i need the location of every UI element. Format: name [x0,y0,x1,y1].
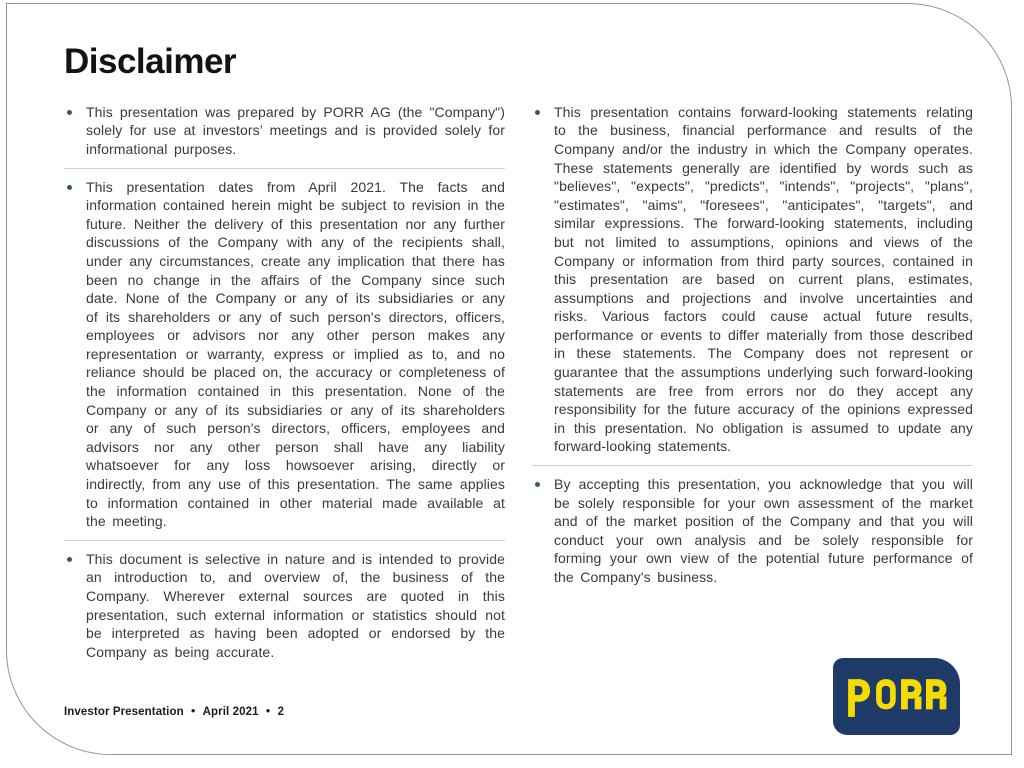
bullet-text: This presentation was prepared by PORR AG (the "Company") solely for use at investors’ meetings and is provided solely for informational purposes. [86,103,505,157]
bullet-icon [67,110,72,115]
bullet-text: By accepting this presentation, you acknowledge that you will be solely responsible for your own assessment of the market and of the market position of the Company and that you will conduct your own analysis and be solely responsible for forming your own view of the potential future performance of the Company's business. [554,476,973,585]
porr-logo [833,658,960,735]
footer-label: Investor Presentation [64,706,184,718]
bullet-item [532,475,973,587]
content-columns [7,81,1011,662]
separator-line [532,465,973,466]
slide-frame [6,3,1012,755]
separator-line [64,540,505,541]
page-title: Disclaimer [64,42,237,81]
bullet-icon [535,110,540,115]
left-column [64,103,505,662]
bullet-icon [67,185,72,190]
porr-logo-letters [833,658,960,735]
footer-page-number: 2 [277,706,285,718]
slide-footer [64,706,284,718]
footer-dot-icon: ● [190,706,196,715]
bullet-item [64,550,505,662]
separator-line [64,168,505,169]
bullet-icon [67,557,72,562]
footer-date: April 2021 [202,706,259,718]
bullet-text: This document is selective in nature and is intended to provide an introduction to, and overview of, the business of the Company. Wherever external sources are quoted in this presentation, such external information or statistics should not be interpreted as having been adopted or endorsed by the Company as being accurate. [86,550,505,660]
bullet-item [64,103,505,159]
right-column [532,103,973,662]
bullet-item [64,178,505,531]
bullet-icon [535,482,540,487]
footer-dot-icon: ● [265,706,271,715]
bullet-text: This presentation contains forward-looking statements relating to the business, financial performance and results of the Company and/or the industry in which the Company operates. These statements generally are identified by words such as "believes", "expects", "predicts", "intends", "projects", "plans", "estimates", "aims", "foresees", "anticipates", "targets", and similar expressions. The forward-looking statements, including but not limited to assumptions, opinions and views of the Company or information from third party sources, contained in this presentation are based on current plans, estimates, assumptions and projections and involve uncertainties and risks. Various factors could cause actual future results, performance or events to differ materially from those described in these statements. The Company does not represent or guarantee that the assumptions underlying such forward-looking statements are free from errors nor do they accept any responsibility for the future accuracy of the opinions expressed in this presentation. No obligation is assumed to update any forward-looking statements. [554,103,973,455]
bullet-text: This presentation dates from April 2021. The facts and information contained herein might be subject to revision in the future. Neither the delivery of this presentation nor any further discussions of the Company with any of the recipients shall, under any circumstances, create any implication that there has been no change in the affairs of the Company since such date. None of the Company or any of its subsidiaries or any of its shareholders or any of such person's directors, officers, employees or advisors nor any other person makes any representation or warranty, express or implied as to, and no reliance should be placed on, the accuracy or completeness of the information contained in this presentation. None of the Company or any of its subsidiaries or any of its shareholders or any of such person's directors, officers, employees and advisors nor any other person shall have any liability whatsoever for any loss howsoever arising, directly or indirectly, from any use of this presentation. The same applies to information contained in other material made available at the meeting. [86,178,505,530]
bullet-item [532,103,973,456]
